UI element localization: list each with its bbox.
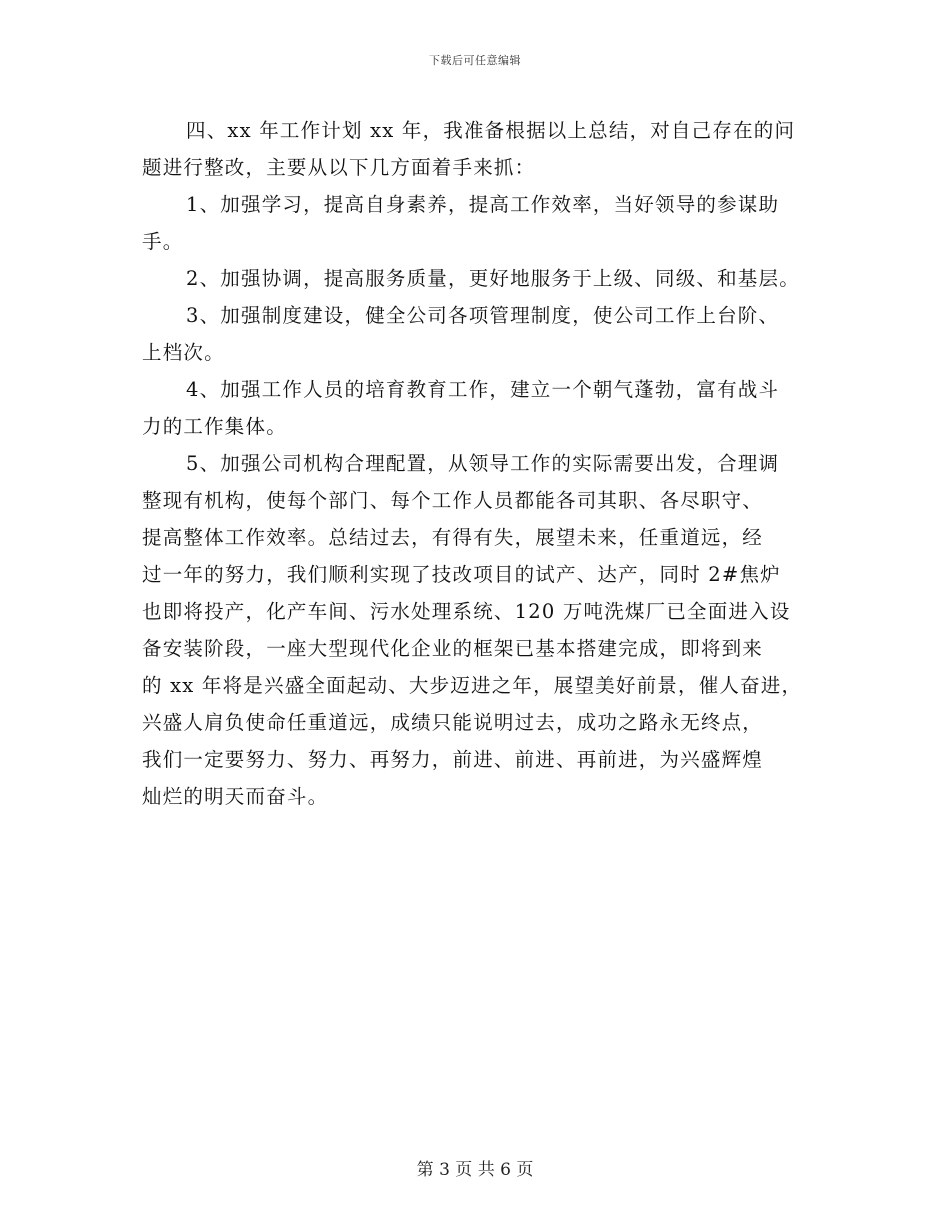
paragraph-line: 灿烂的明天而奋斗。 bbox=[142, 785, 329, 808]
paragraph-line: 上档次。 bbox=[142, 341, 225, 364]
paragraph-line: 也即将投产，化产车间、污水处理系统、120 万吨洗煤厂已全面进入设 bbox=[142, 600, 791, 623]
paragraph-line: 备安装阶段，一座大型现代化企业的框架已基本搭建完成，即将到来 bbox=[142, 637, 764, 660]
paragraph-line: 5、加强公司机构合理配置，从领导工作的实际需要出发，合理调 bbox=[186, 452, 780, 475]
paragraph-line: 四、xx 年工作计划 xx 年，我准备根据以上总结，对自己存在的问 bbox=[186, 119, 796, 142]
paragraph-line: 兴盛人肩负使命任重道远，成绩只能说明过去，成功之路永无终点， bbox=[142, 711, 764, 734]
paragraph-line: 过一年的努力，我们顺利实现了技改项目的试产、达产，同时 2#焦炉 bbox=[142, 563, 781, 586]
page-number-footer: 第 3 页 共 6 页 bbox=[416, 1160, 534, 1180]
paragraph-line: 手。 bbox=[142, 230, 184, 253]
paragraph-line: 力的工作集体。 bbox=[142, 415, 287, 438]
paragraph-line: 2、加强协调，提高服务质量，更好地服务于上级、同级、和基层。 bbox=[186, 267, 800, 290]
document-body bbox=[142, 112, 842, 815]
paragraph-line: 整现有机构，使每个部门、每个工作人员都能各司其职、各尽职守、 bbox=[142, 489, 764, 512]
paragraph-line: 3、加强制度建设，健全公司各项管理制度，使公司工作上台阶、 bbox=[186, 304, 780, 327]
paragraph-line: 我们一定要努力、努力、再努力，前进、前进、再前进，为兴盛辉煌 bbox=[142, 748, 764, 771]
paragraph-line: 1、加强学习，提高自身素养，提高工作效率，当好领导的参谋助 bbox=[186, 193, 780, 216]
page-header: 下载后可任意编辑 bbox=[429, 54, 521, 67]
paragraph-line: 题进行整改，主要从以下几方面着手来抓： bbox=[142, 156, 536, 179]
paragraph-line: 的 xx 年将是兴盛全面起动、大步迈进之年，展望美好前景，催人奋进， bbox=[142, 674, 803, 697]
paragraph-line: 提高整体工作效率。总结过去，有得有失，展望未来，任重道远，经 bbox=[142, 526, 764, 549]
paragraph-line: 4、加强工作人员的培育教育工作，建立一个朝气蓬勃，富有战斗 bbox=[186, 378, 780, 401]
